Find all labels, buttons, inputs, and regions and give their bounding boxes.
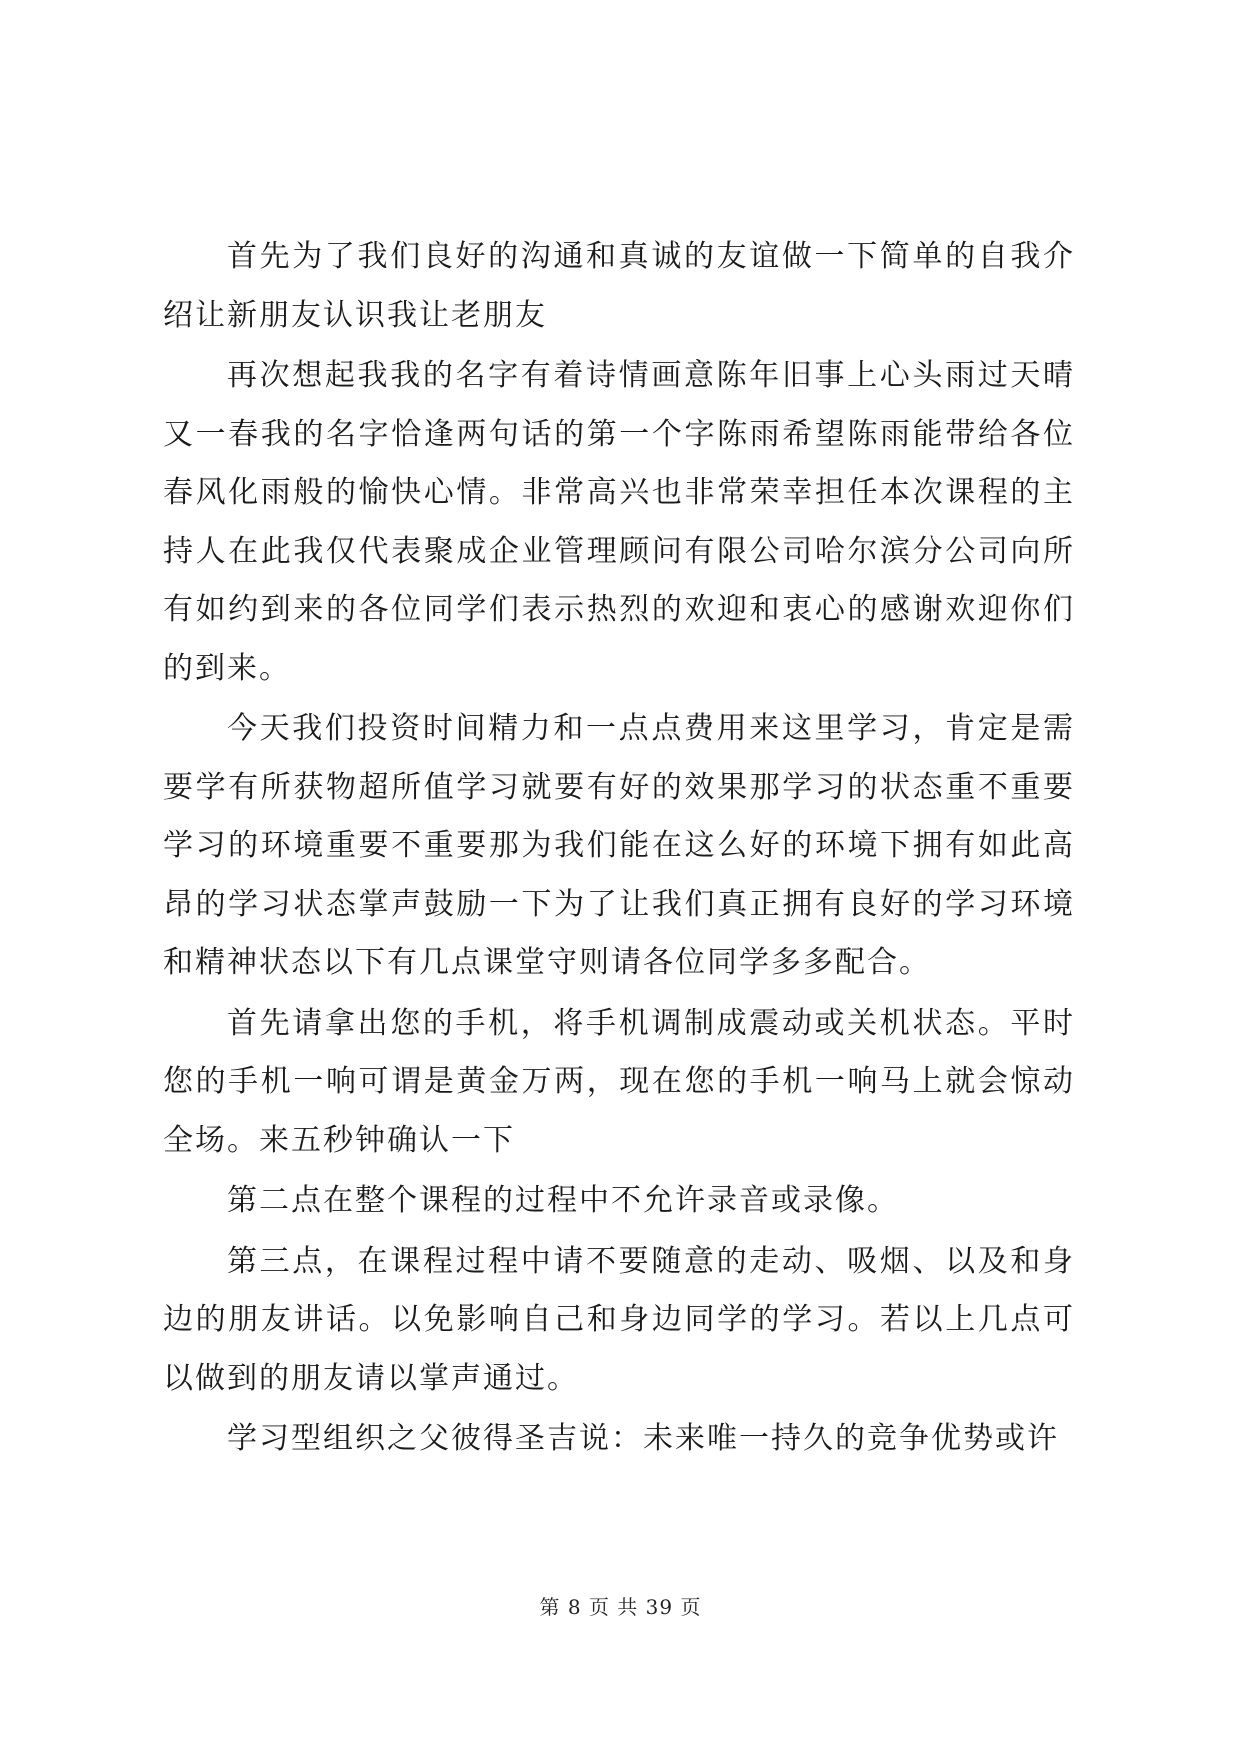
paragraph-intro: 首先为了我们良好的沟通和真诚的友谊做一下简单的自我介绍让新朋友认识我让老朋友 bbox=[163, 239, 1075, 333]
document-body bbox=[163, 228, 1075, 1471]
paragraph-rule-phone: 首先请拿出您的手机，将手机调制成震动或关机状态。平时您的手机一响可谓是黄金万两，现在您的手机一响马上就会惊动全场。来五秒钟确认一下 bbox=[163, 1005, 1075, 1158]
paragraph-quote: 学习型组织之父彼得圣吉说：未来唯一持久的竞争优势或许 bbox=[227, 1421, 1059, 1456]
page-number-footer: 第 8 页 共 39 页 bbox=[539, 1595, 702, 1619]
paragraph-name-welcome: 再次想起我我的名字有着诗情画意陈年旧事上心头雨过天晴又一春我的名字恰逢两句话的第一个字陈雨希望陈雨能带给各位春风化雨般的愉快心情。非常高兴也非常荣幸担任本次课程的主持人在此我仅代表聚成企业管理顾问有限公司哈尔滨分公司向所有如约到来的各位同学们表示热烈的欢迎和衷心的感谢欢迎你们的到来。 bbox=[163, 358, 1075, 686]
paragraph-learning-state: 今天我们投资时间精力和一点点费用来这里学习，肯定是需要学有所获物超所值学习就要有好的效果那学习的状态重不重要学习的环境重要不重要那为我们能在这么好的环境下拥有如此高昂的学习状态掌声鼓励一下为了让我们真正拥有良好的学习环境和精神状态以下有几点课堂守则请各位同学多多配合。 bbox=[163, 711, 1075, 980]
paragraph-rule-walking: 第三点，在课程过程中请不要随意的走动、吸烟、以及和身边的朋友讲话。以免影响自己和身边同学的学习。若以上几点可以做到的朋友请以掌声通过。 bbox=[163, 1243, 1075, 1396]
paragraph-rule-recording: 第二点在整个课程的过程中不允许录音或录像。 bbox=[227, 1183, 899, 1218]
